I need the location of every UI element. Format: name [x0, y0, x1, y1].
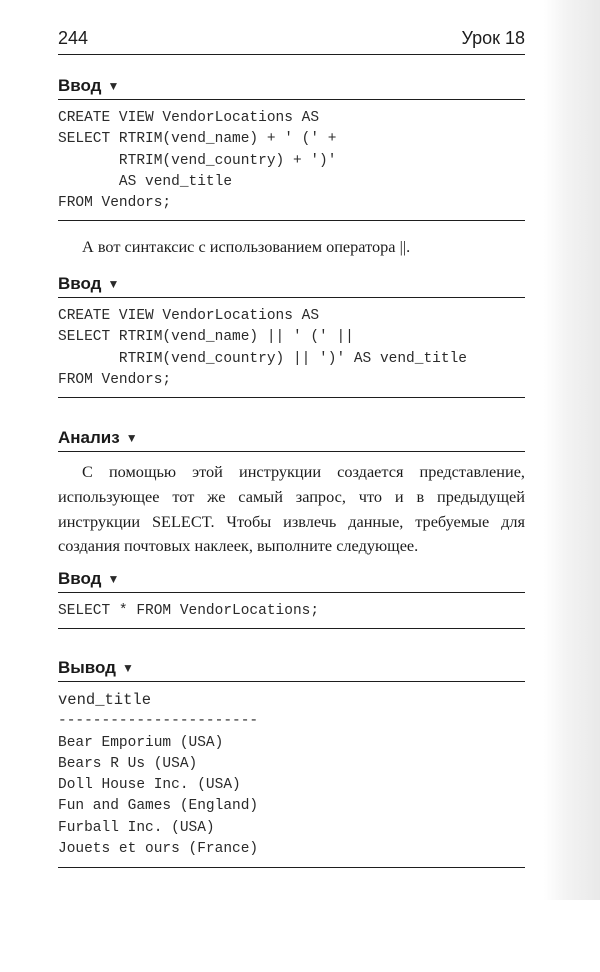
- code-block-2: [58, 306, 525, 391]
- code-line: CREATE VIEW VendorLocations AS: [58, 110, 320, 126]
- running-header: [58, 24, 525, 55]
- triangle-down-icon: ▼: [121, 661, 134, 675]
- code-block-2-rule: [58, 397, 525, 398]
- output-heading: [58, 656, 525, 682]
- page-edge-shadow: [544, 0, 600, 900]
- code-block-1-rule: [58, 220, 525, 221]
- chapter-title: Урок 18: [461, 28, 525, 48]
- code-line: SELECT * FROM VendorLocations;: [58, 603, 320, 619]
- code-line: RTRIM(vend_country) || ')' AS vend_title: [58, 350, 467, 367]
- page-bottom-margin: [0, 900, 600, 972]
- page-number: 244: [58, 28, 89, 48]
- code-block-1: [58, 108, 525, 214]
- input-heading-3-label: Ввод: [58, 569, 102, 588]
- code-line: FROM Vendors;: [58, 195, 172, 212]
- output-block: [58, 690, 525, 860]
- code-line: SELECT RTRIM(vend_name) || ' (' ||: [58, 329, 354, 346]
- input-heading-2: [58, 272, 525, 298]
- analysis-heading: [58, 426, 525, 452]
- code-line: SELECT RTRIM(vend_name) + ' (' +: [58, 131, 337, 148]
- output-heading-label: Вывод: [58, 658, 116, 677]
- output-row: Doll House Inc. (USA): [58, 777, 241, 794]
- triangle-down-icon: ▼: [125, 431, 138, 445]
- code-line: FROM Vendors;: [58, 371, 172, 388]
- triangle-down-icon: ▼: [107, 79, 120, 93]
- code-line: RTRIM(vend_country) + ')': [58, 152, 337, 169]
- triangle-down-icon: ▼: [107, 277, 120, 291]
- output-column-header: vend_title: [58, 691, 152, 709]
- output-row: Jouets et ours (France): [58, 841, 259, 858]
- code-block-3: [58, 601, 525, 622]
- code-line: CREATE VIEW VendorLocations AS: [58, 308, 320, 324]
- output-row: Furball Inc. (USA): [58, 819, 215, 836]
- triangle-down-icon: ▼: [107, 572, 120, 586]
- syntax-note: А вот синтаксис с использованием оператора ||.: [82, 237, 411, 256]
- output-row: Fun and Games (England): [58, 798, 259, 815]
- code-line: AS vend_title: [58, 173, 233, 190]
- output-row: Bear Emporium (USA): [58, 734, 224, 751]
- output-row: Bears R Us (USA): [58, 755, 198, 772]
- output-block-rule: [58, 867, 525, 868]
- input-heading-1-label: Ввод: [58, 76, 102, 95]
- input-heading-1: [58, 74, 525, 100]
- input-heading-2-label: Ввод: [58, 274, 102, 293]
- analysis-heading-label: Анализ: [58, 428, 120, 447]
- code-block-3-rule: [58, 628, 525, 629]
- input-heading-3: [58, 567, 525, 593]
- analysis-paragraph: С помощью этой инструкции создается представление, использующее тот же самый запрос, что и в предыдущей инструкции SELECT. Чтобы извлечь данные, требуемые для создания почтовых наклеек, выполните следующее.: [58, 462, 525, 556]
- output-separator: -----------------------: [58, 713, 259, 730]
